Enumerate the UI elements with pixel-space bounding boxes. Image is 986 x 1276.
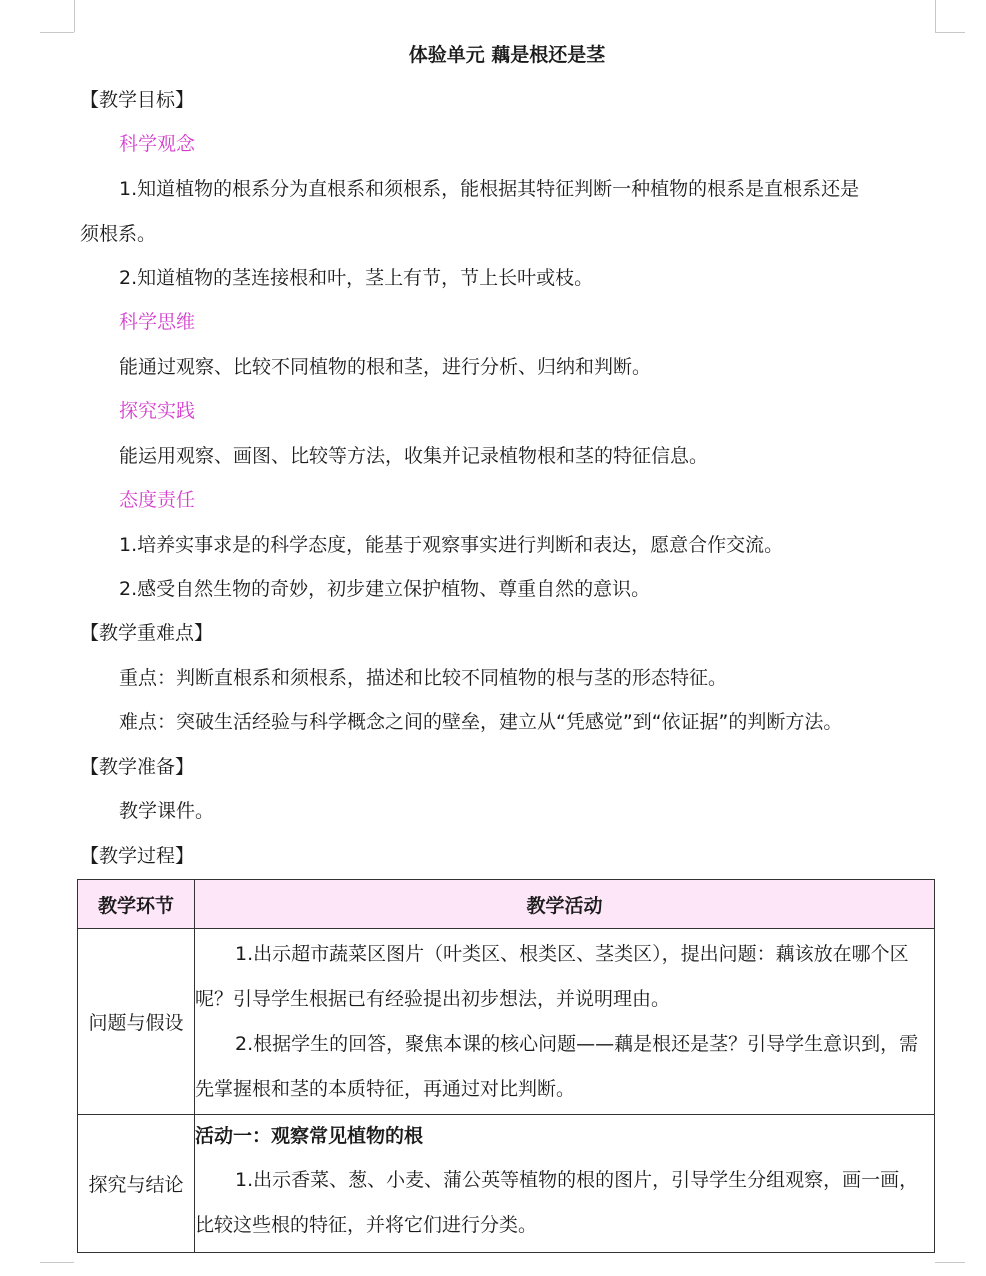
header-activity: 教学活动 [195,880,935,929]
crop-mark [935,1262,965,1263]
section-heading-objectives: 【教学目标】 [80,89,195,111]
crop-mark [40,32,74,33]
document-title: 体验单元 藕是根还是茎 [408,44,606,66]
subheading-concept: 科学观念 [119,133,196,155]
subheading-attitude: 态度责任 [119,489,196,511]
concept-item-1-cont: 须根系。 [80,223,157,245]
activity-cell [195,1115,935,1253]
activity-paragraph: 1.出示超市蔬菜区图片（叶类区、根类区、茎类区），提出问题：藕该放在哪个区呢？引导学生根据已有经验提出初步想法，并说明理由。 [195,942,909,1010]
concept-item-1: 1.知道植物的根系分为直根系和须根系，能根据其特征判断一种植物的根系是直根系还是 [119,178,860,200]
key-point-text: 重点：判断直根系和须根系，描述和比较不同植物的根与茎的形态特征。 [119,667,728,689]
subheading-practice: 探究实践 [119,400,196,422]
section-heading-keypoints: 【教学重难点】 [80,622,214,644]
subheading-thinking: 科学思维 [119,311,196,333]
crop-mark [935,0,936,32]
activity-cell [195,929,935,1115]
activity-paragraph: 2.根据学生的回答，聚焦本课的核心问题——藕是根还是茎？引导学生意识到，需先掌握根和茎的本质特征，再通过对比判断。 [195,1032,919,1100]
attitude-item-1: 1.培养实事求是的科学态度，能基于观察事实进行判断和表达，愿意合作交流。 [119,534,784,556]
crop-mark [40,1262,74,1263]
preparation-text: 教学课件。 [119,800,215,822]
thinking-text: 能通过观察、比较不同植物的根和茎，进行分析、归纳和判断。 [119,356,652,378]
concept-item-2: 2.知道植物的茎连接根和叶，茎上有节，节上长叶或枝。 [119,267,594,289]
activity-title: 活动一：观察常见植物的根 [195,1124,424,1147]
crop-mark [935,32,965,33]
difficulty-text: 难点：突破生活经验与科学概念之间的壁垒，建立从“凭感觉”到“依证据”的判断方法。 [119,711,843,733]
section-heading-preparation: 【教学准备】 [80,756,195,778]
attitude-item-2: 2.感受自然生物的奇妙，初步建立保护植物、尊重自然的意识。 [119,578,651,600]
table-header-row [78,880,935,929]
stage-cell: 探究与结论 [78,1115,195,1253]
crop-mark [74,0,75,32]
table-row [78,929,935,1115]
stage-cell: 问题与假设 [78,929,195,1115]
teaching-process-table [77,879,935,1253]
table-row [78,1115,935,1253]
practice-text: 能运用观察、画图、比较等方法，收集并记录植物根和茎的特征信息。 [119,445,709,467]
section-heading-process: 【教学过程】 [80,845,195,867]
activity-paragraph: 1.出示香菜、葱、小麦、蒲公英等植物的根的图片，引导学生分组观察，画一画，比较这些根的特征，并将它们进行分类。 [195,1168,919,1236]
header-stage: 教学环节 [78,880,195,929]
